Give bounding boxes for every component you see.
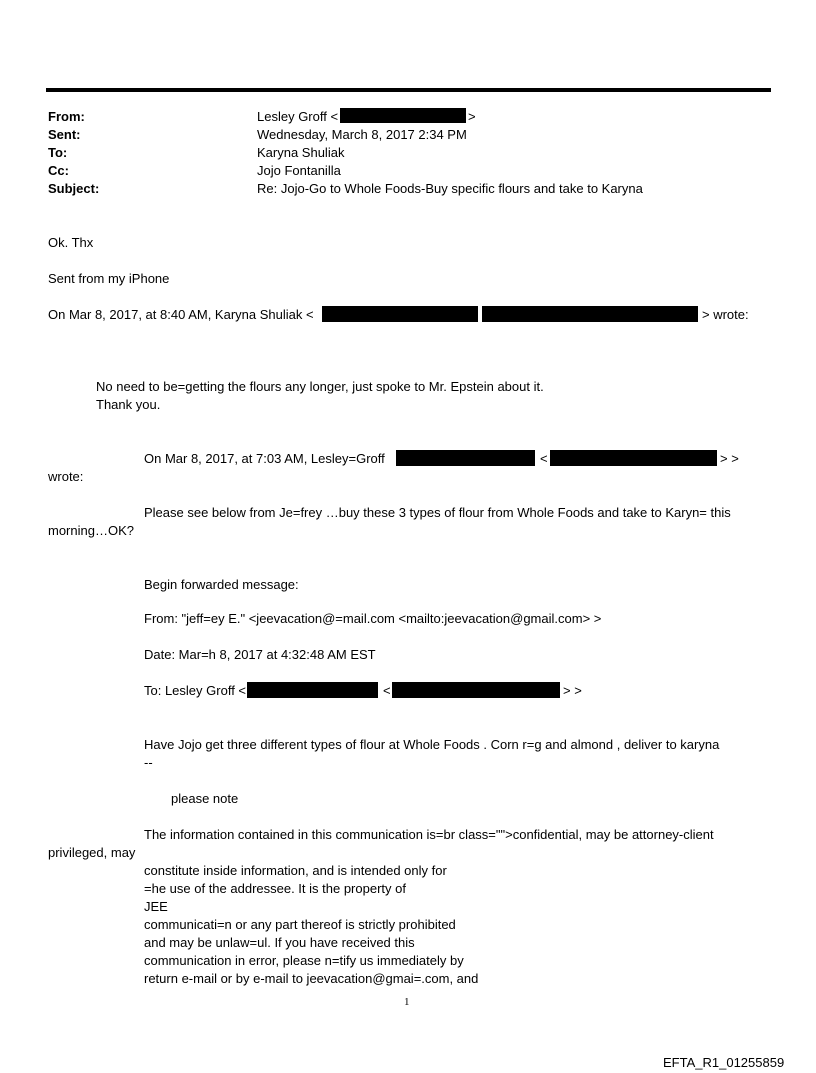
page-number: 1 (404, 996, 410, 1008)
quote-header-b-lt: < (540, 451, 548, 466)
fwd-date: Date: Mar=h 8, 2017 at 4:32:48 AM EST (144, 647, 376, 662)
quote-header-b-end: > > (720, 451, 739, 466)
cc-label: Cc: (48, 163, 69, 178)
redaction-block (392, 682, 560, 698)
disclaimer-line: =he use of the addressee. It is the property of (144, 881, 406, 896)
disclaimer-line: and may be unlaw=ul. If you have received this (144, 935, 415, 950)
redaction-block (322, 306, 478, 322)
from-close: > (468, 109, 476, 124)
fwd-from: From: "jeff=ey E." <jeevacation@=mail.com <mailto:jeevacation@gmail.com> > (144, 611, 602, 626)
to-label: To: (48, 145, 68, 160)
redaction-block (247, 682, 378, 698)
redaction-block (340, 108, 466, 123)
to-value: Karyna Shuliak (257, 145, 345, 160)
fwd-to-lt: < (383, 683, 391, 698)
quote1-line1: No need to be=getting the flours any longer, just spoke to Mr. Epstein about it. (96, 379, 544, 394)
disclaimer-line: communication in error, please n=tify us immediately by (144, 953, 464, 968)
begin-forwarded: Begin forwarded message: (144, 577, 299, 592)
redaction-block (482, 306, 698, 322)
cc-value: Jojo Fontanilla (257, 163, 341, 178)
document-id: EFTA_R1_01255859 (663, 1055, 785, 1070)
fwd-to-end: > > (563, 683, 582, 698)
please-see-line: Please see below from Je=frey …buy these 3 types of flour from Whole Foods and take to Karyn= this (144, 505, 731, 520)
reply-text: Ok. Thx (48, 235, 94, 250)
quote-header-a-end: > wrote: (702, 307, 749, 322)
wrote-line: wrote: (48, 469, 84, 484)
disclaimer-line: JEE (144, 899, 168, 914)
morning-line: morning…OK? (48, 523, 134, 538)
quote-header-b: On Mar 8, 2017, at 7:03 AM, Lesley=Groff (144, 451, 385, 466)
subject-label: Subject: (48, 181, 100, 196)
from-label: From: (48, 109, 85, 124)
instruction-line: Have Jojo get three different types of flour at Whole Foods . Corn r=g and almond , deliver to karyna (144, 737, 720, 752)
redaction-block (550, 450, 717, 466)
disclaimer-line: communicati=n or any part thereof is strictly prohibited (144, 917, 456, 932)
header-rule (46, 88, 771, 92)
from-value: Lesley Groff < (257, 109, 339, 124)
disclaimer-line: The information contained in this communication is=br class="">confidential, may be attorney-client (144, 827, 714, 842)
subject-value: Re: Jojo-Go to Whole Foods-Buy specific flours and take to Karyna (257, 181, 643, 196)
sent-label: Sent: (48, 127, 81, 142)
disclaimer-line: privileged, may (48, 845, 136, 860)
please-note: please note (171, 791, 239, 806)
quote-header-a: On Mar 8, 2017, at 8:40 AM, Karyna Shuliak < (48, 307, 314, 322)
signature-dashes: -- (144, 755, 153, 770)
sent-value: Wednesday, March 8, 2017 2:34 PM (257, 127, 467, 142)
fwd-to: To: Lesley Groff < (144, 683, 247, 698)
quote1-line2: Thank you. (96, 397, 161, 412)
disclaimer-line: return e-mail or by e-mail to jeevacation@gmai=.com, and (144, 971, 479, 986)
disclaimer-line: constitute inside information, and is intended only for (144, 863, 447, 878)
sent-from-line: Sent from my iPhone (48, 271, 170, 286)
redaction-block (396, 450, 535, 466)
